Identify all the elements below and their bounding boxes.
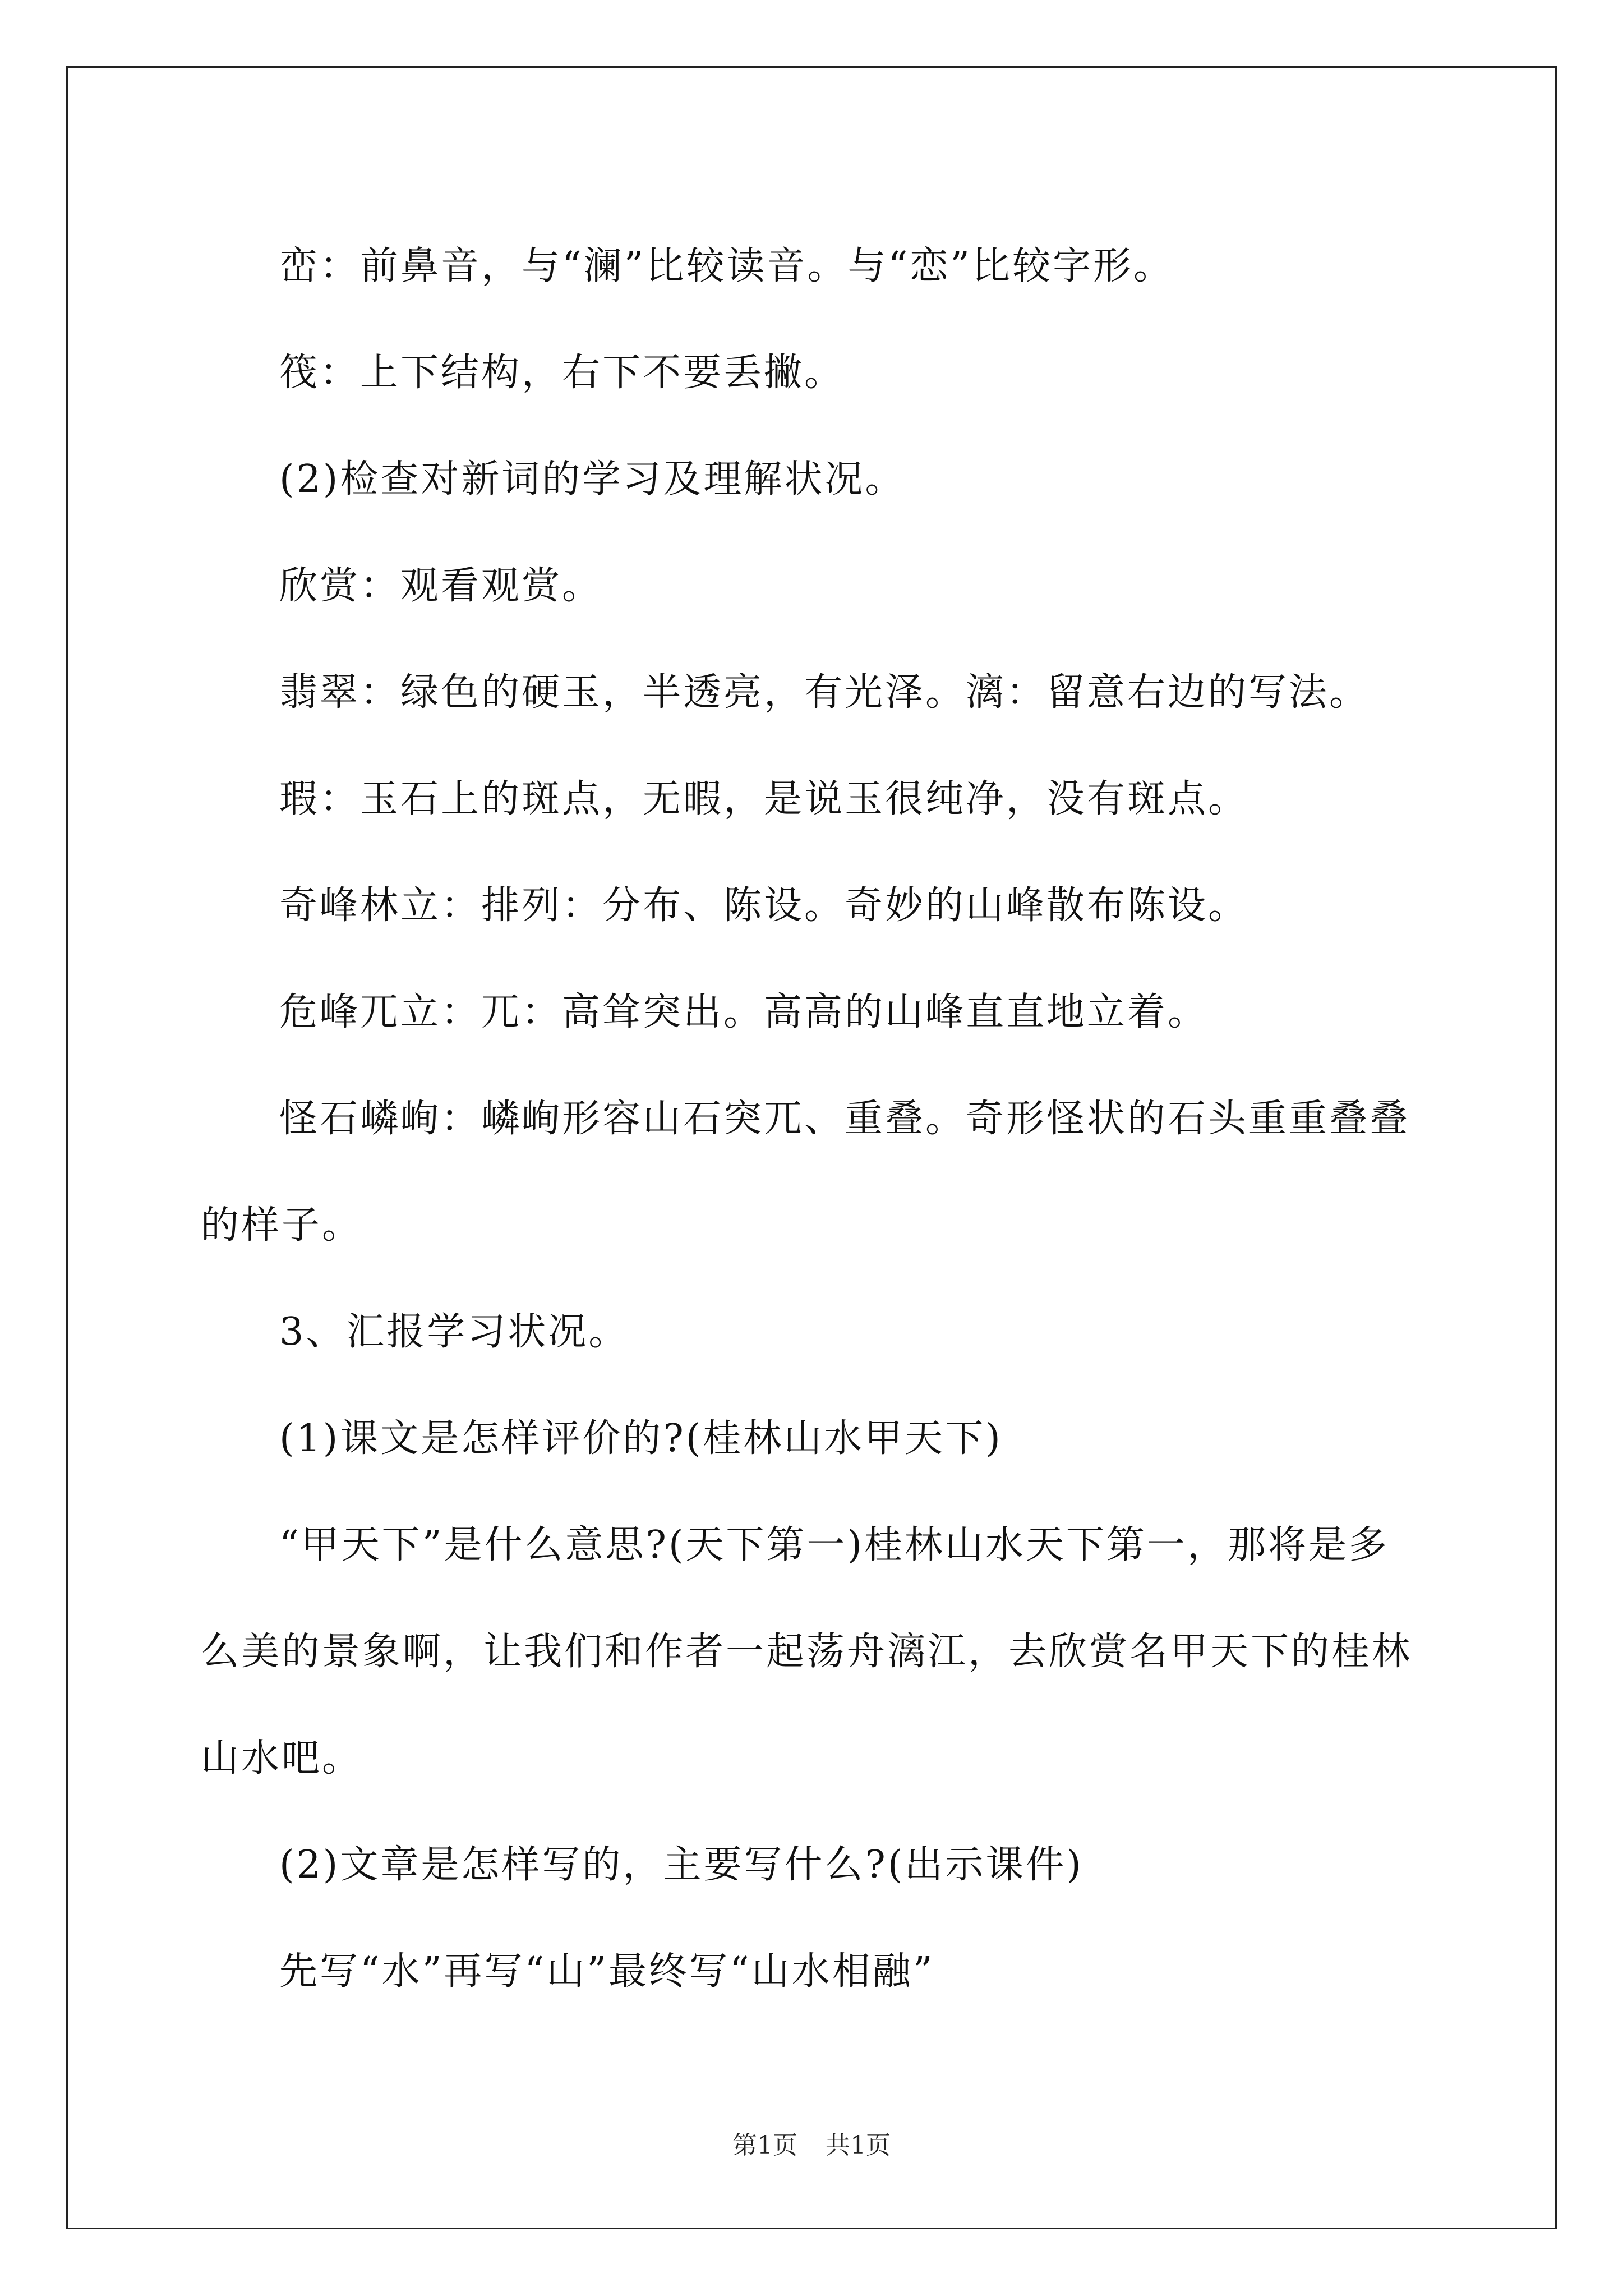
paragraph: (1)课文是怎样评价的?(桂林山水甲天下) [279, 1416, 1003, 1461]
paragraph-continuation: 的样子。 [201, 1203, 363, 1248]
paragraph: (2)文章是怎样写的，主要写什么?(出示课件) [279, 1843, 1083, 1887]
paragraph-continuation: 么美的景象啊，让我们和作者一起荡舟漓江，去欣赏名甲天下的桂林 [201, 1630, 1413, 1674]
page-number: 第1页 [732, 2131, 797, 2160]
paragraph: “甲天下”是什么意思?(天下第一)桂林山水天下第一，那将是多 [279, 1523, 1390, 1567]
paragraph: 峦：前鼻音，与“澜”比较读音。与“恋”比较字形。 [279, 244, 1174, 288]
document-body [201, 213, 1435, 2025]
paragraph: 翡翠：绿色的硬玉，半透亮，有光泽。漓：留意右边的写法。 [279, 670, 1370, 715]
paragraph: 奇峰林立：排列：分布、陈设。奇妙的山峰散布陈设。 [279, 884, 1249, 928]
paragraph: 怪石嶙峋：嶙峋形容山石突兀、重叠。奇形怪状的石头重重叠叠 [279, 1097, 1410, 1141]
page-total: 共1页 [826, 2131, 891, 2160]
page-footer [0, 2125, 1623, 2161]
paragraph: 先写“水”再写“山”最终写“山水相融” [279, 1949, 935, 1994]
paragraph-continuation: 山水吧。 [201, 1736, 363, 1780]
paragraph: 危峰兀立：兀：高耸突出。高高的山峰直直地立着。 [279, 990, 1209, 1034]
paragraph: (2)检查对新词的学习及理解状况。 [279, 457, 906, 501]
paragraph: 瑕：玉石上的斑点，无暇，是说玉很纯净，没有斑点。 [279, 777, 1249, 821]
paragraph: 筏：上下结构，右下不要丢撇。 [279, 351, 845, 395]
paragraph: 3、汇报学习状况。 [279, 1310, 629, 1354]
paragraph: 欣赏：观看观赏。 [279, 564, 603, 608]
